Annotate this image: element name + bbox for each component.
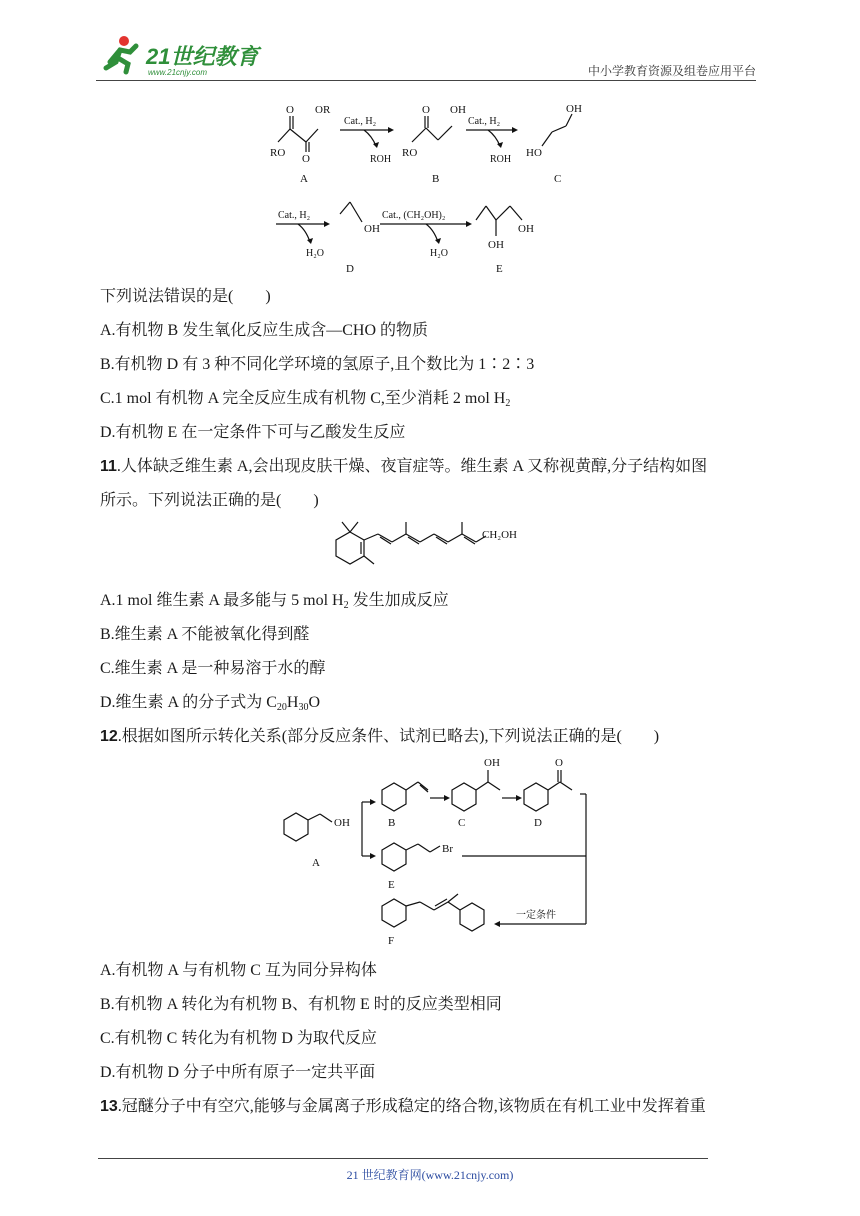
- q12-option-a: A.有机物 A 与有机物 C 互为同分异构体: [100, 962, 377, 979]
- footer-divider: [98, 1158, 708, 1159]
- arrow2-byproduct: ROH: [490, 154, 512, 165]
- q10-stem: 下列说法错误的是( ): [100, 288, 271, 305]
- q11-option-b: B.维生素 A 不能被氧化得到醛: [100, 626, 310, 643]
- atom-ho: HO: [526, 147, 542, 159]
- atom-oh: OH: [518, 223, 534, 235]
- atom-o: O: [555, 757, 563, 769]
- q10-option-d: D.有机物 E 在一定条件下可与乙酸发生反应: [100, 424, 406, 441]
- site-logo: [96, 32, 266, 78]
- label-d: D: [346, 263, 354, 275]
- atom-oh: OH: [566, 103, 582, 115]
- arrow4-byproduct: H₂O: [430, 248, 448, 259]
- atom-ro: RO: [270, 147, 286, 159]
- q12-number: 12: [100, 728, 118, 745]
- label-b: B: [432, 173, 440, 185]
- atom-oh: OH: [450, 104, 466, 116]
- q12-stem: 12.根据如图所示转化关系(部分反应条件、试剂已略去),下列说法正确的是( ): [100, 728, 660, 745]
- ch2oh-label: CH₂OH: [482, 529, 518, 541]
- atom-oh: OH: [364, 223, 380, 235]
- atom-ro: RO: [402, 147, 418, 159]
- header-platform-text: 中小学教育资源及组卷应用平台: [587, 64, 756, 78]
- atom-oh: OH: [334, 817, 350, 829]
- logo-text: 21世纪教育: [146, 44, 259, 69]
- atom-o: O: [286, 104, 294, 116]
- atom-o: O: [302, 153, 310, 165]
- arrow1-byproduct: ROH: [370, 154, 392, 165]
- q11-stem-line1: 11.人体缺乏维生素 A,会出现皮肤干燥、夜盲症等。维生素 A 又称视黄醇,分子结构如图: [100, 458, 708, 475]
- label-f: F: [388, 935, 395, 947]
- label-c: C: [554, 173, 562, 185]
- q12-conversion-scheme: [262, 754, 602, 952]
- atom-oh: OH: [488, 239, 504, 251]
- label-c: C: [458, 817, 466, 829]
- q11-stem-line2: 所示。下列说法正确的是( ): [100, 492, 319, 509]
- logo-url: www.21cnjy.com: [148, 68, 207, 77]
- label-b: B: [388, 817, 396, 829]
- q12-option-c: C.有机物 C 转化为有机物 D 为取代反应: [100, 1030, 377, 1047]
- q13-number: 13: [100, 1098, 118, 1115]
- arrow1-condition: Cat., H₂: [344, 116, 377, 127]
- arrow2-condition: Cat., H₂: [468, 116, 501, 127]
- label-a: A: [300, 173, 308, 185]
- arrow3-condition: Cat., H₂: [278, 210, 311, 221]
- q11-number: 11: [100, 458, 117, 475]
- q11-option-a: A.1 mol 维生素 A 最多能与 5 mol $H_2$ 发生加成反应: [100, 592, 449, 611]
- q11-option-d: D.维生素 A 的分子式为 $C_{20}H_{30}O$: [100, 694, 321, 713]
- q10-reaction-scheme: [260, 96, 600, 276]
- footer-link[interactable]: 21 世纪教育网(www.21cnjy.com): [346, 1168, 514, 1182]
- runner-logo-icon: [96, 32, 266, 78]
- condition-label: 一定条件: [516, 910, 556, 921]
- header-divider: [96, 80, 756, 81]
- q13-stem: 13.冠醚分子中有空穴,能够与金属离子形成稳定的络合物,该物质在有机工业中发挥着重: [100, 1098, 706, 1115]
- q10-option-b: B.有机物 D 有 3 种不同化学环境的氢原子,且个数比为 1∶2∶3: [100, 356, 535, 373]
- atom-br: Br: [442, 843, 453, 855]
- arrow3-byproduct: H₂O: [306, 248, 324, 259]
- arrow4-condition: Cat., (CH₂OH)₂: [382, 210, 446, 221]
- q12-option-b: B.有机物 A 转化为有机物 B、有机物 E 时的反应类型相同: [100, 996, 502, 1013]
- q11-option-c: C.维生素 A 是一种易溶于水的醇: [100, 660, 326, 677]
- label-d: D: [534, 817, 542, 829]
- atom-or: OR: [315, 104, 331, 116]
- label-a: A: [312, 857, 320, 869]
- atom-o: O: [422, 104, 430, 116]
- atom-oh: OH: [484, 757, 500, 769]
- q10-option-a: A.有机物 B 发生氧化反应生成含—CHO 的物质: [100, 322, 429, 339]
- q12-option-d: D.有机物 D 分子中所有原子一定共平面: [100, 1064, 376, 1081]
- label-e: E: [388, 879, 395, 891]
- q10-option-c: C.1 mol 有机物 A 完全反应生成有机物 C,至少消耗 2 mol $H_2$: [100, 390, 511, 409]
- label-e: E: [496, 263, 503, 275]
- vitamin-a-structure: [320, 518, 540, 580]
